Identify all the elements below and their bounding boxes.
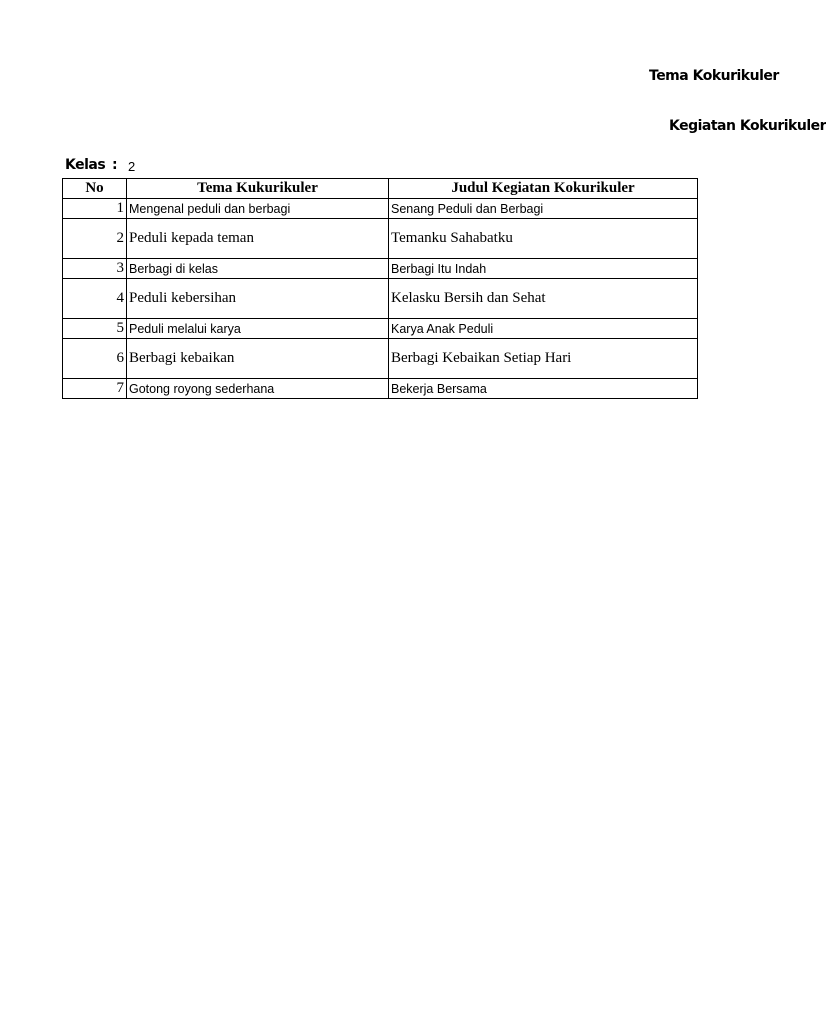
- cell-judul: Senang Peduli dan Berbagi: [389, 199, 698, 219]
- table-row: [63, 339, 698, 379]
- cell-no: 6: [63, 339, 127, 379]
- table-header-row: [63, 179, 698, 199]
- kelas-label: Kelas: [65, 157, 106, 173]
- cell-no: 5: [63, 319, 127, 339]
- cell-judul: Berbagi Itu Indah: [389, 259, 698, 279]
- table-row: [63, 259, 698, 279]
- cell-no: 7: [63, 379, 127, 399]
- cell-judul: Bekerja Bersama: [389, 379, 698, 399]
- cell-tema: Berbagi di kelas: [127, 259, 389, 279]
- cell-judul: Kelasku Bersih dan Sehat: [389, 279, 698, 319]
- cell-no: 1: [63, 199, 127, 219]
- title-line-2-clip: [0, 117, 826, 137]
- table-row: [63, 279, 698, 319]
- cell-tema: Peduli kepada teman: [127, 219, 389, 259]
- column-header-judul: Judul Kegiatan Kokurikuler: [389, 179, 698, 199]
- cell-tema: Peduli kebersihan: [127, 279, 389, 319]
- kelas-colon: :: [112, 157, 118, 173]
- cell-no: 3: [63, 259, 127, 279]
- cell-judul: Berbagi Kebaikan Setiap Hari: [389, 339, 698, 379]
- document-title: Tema Kokurikuler: [649, 68, 779, 84]
- table-row: [63, 379, 698, 399]
- cell-tema: Berbagi kebaikan: [127, 339, 389, 379]
- table-row: [63, 219, 698, 259]
- kokurikuler-table: [62, 178, 698, 399]
- column-header-tema: Tema Kukurikuler: [127, 179, 389, 199]
- title-line-1-clip: [0, 67, 779, 87]
- cell-no: 4: [63, 279, 127, 319]
- cell-no: 2: [63, 219, 127, 259]
- cell-judul: Karya Anak Peduli: [389, 319, 698, 339]
- kelas-value: 2: [128, 159, 136, 174]
- cell-tema: Gotong royong sederhana: [127, 379, 389, 399]
- table-row: [63, 199, 698, 219]
- cell-tema: Peduli melalui karya: [127, 319, 389, 339]
- cell-tema: Mengenal peduli dan berbagi: [127, 199, 389, 219]
- document-subtitle: Kegiatan Kokurikuler: [669, 118, 826, 134]
- cell-judul: Temanku Sahabatku: [389, 219, 698, 259]
- table-row: [63, 319, 698, 339]
- column-header-no: No: [63, 179, 127, 199]
